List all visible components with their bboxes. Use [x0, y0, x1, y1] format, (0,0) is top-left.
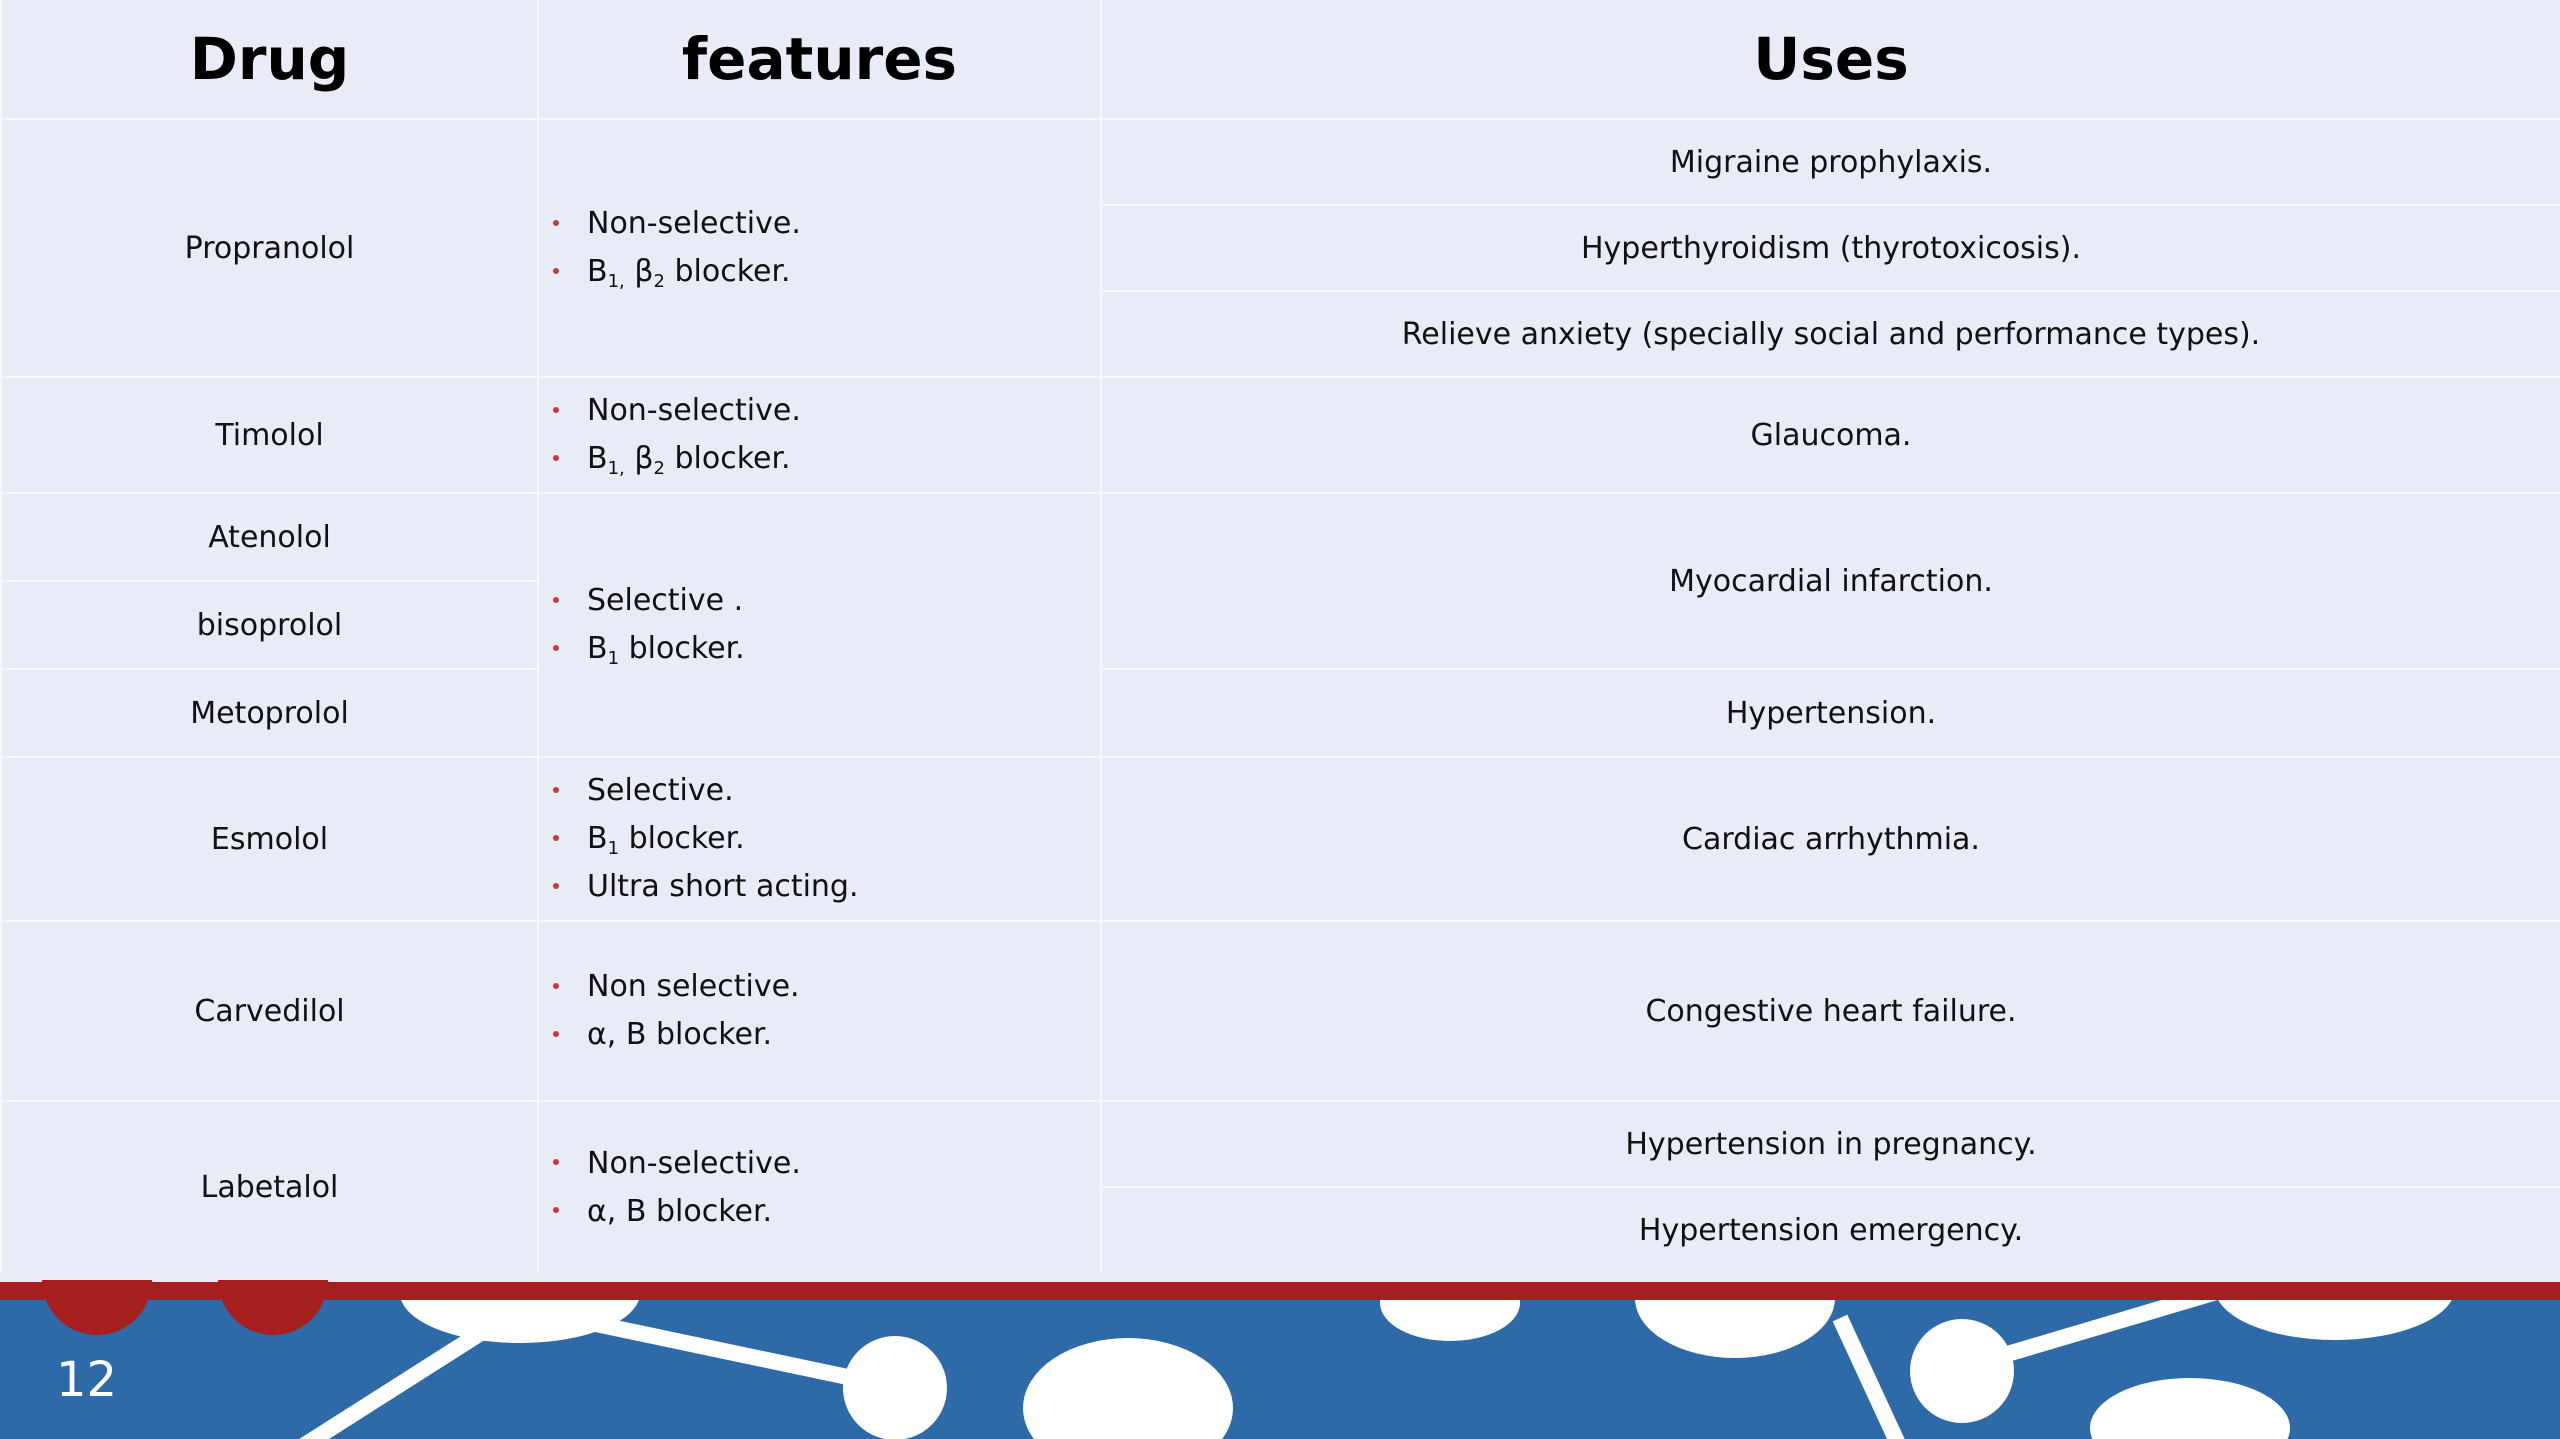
- bullet-icon: [553, 787, 559, 793]
- bullet-icon: [553, 883, 559, 889]
- table-row: [1, 757, 2560, 921]
- feature-item: Non-selective.: [553, 1140, 1100, 1188]
- header-drug: Drug: [1, 0, 538, 119]
- bullet-icon: [553, 220, 559, 226]
- bullet-icon: [553, 645, 559, 651]
- use-carvedilol: Congestive heart failure.: [1101, 921, 2560, 1101]
- drug-propranolol: Propranolol: [1, 119, 538, 377]
- bullet-icon: [553, 1207, 559, 1213]
- drug-esmolol: Esmolol: [1, 757, 538, 921]
- drug-bisoprolol: bisoprolol: [1, 581, 538, 669]
- header-uses: Uses: [1101, 0, 2560, 119]
- feature-item: Selective.: [553, 767, 1100, 815]
- use-propranolol-2: Hyperthyroidism (thyrotoxicosis).: [1101, 205, 2560, 291]
- use-timolol: Glaucoma.: [1101, 377, 2560, 493]
- molecule-decoration: [0, 1298, 2560, 1439]
- use-propranolol-3: Relieve anxiety (specially social and performance types).: [1101, 291, 2560, 377]
- table-row: [1, 119, 2560, 205]
- feature-item: $B_1$ blocker.: [553, 815, 1100, 863]
- feature-item: Ultra short acting.: [553, 863, 1100, 911]
- drug-timolol: Timolol: [1, 377, 538, 493]
- features-carvedilol: [538, 921, 1101, 1101]
- features-labetalol: [538, 1101, 1101, 1273]
- bullet-icon: [553, 455, 559, 461]
- feature-item: α, B blocker.: [553, 1188, 1100, 1236]
- table-row: [1, 377, 2560, 493]
- bullet-icon: [553, 407, 559, 413]
- bullet-icon: [553, 268, 559, 274]
- use-hypertension: Hypertension.: [1101, 669, 2560, 757]
- header-features: features: [538, 0, 1101, 119]
- feature-item: Non-selective.: [553, 200, 1100, 248]
- use-labetalol-1: Hypertension in pregnancy.: [1101, 1101, 2560, 1187]
- bullet-icon: [553, 1159, 559, 1165]
- header-row: [1, 0, 2560, 119]
- table-row: [1, 669, 2560, 757]
- use-labetalol-2: Hypertension emergency.: [1101, 1187, 2560, 1273]
- bullet-icon: [553, 597, 559, 603]
- feature-item: Non-selective.: [553, 387, 1100, 435]
- footer-red-line: [0, 1282, 2560, 1300]
- drug-atenolol: Atenolol: [1, 493, 538, 581]
- feature-item: $B_{1,}$ $\beta_2$ blocker.: [553, 435, 1100, 483]
- features-esmolol: [538, 757, 1101, 921]
- features-selective-group: [538, 493, 1101, 757]
- drug-labetalol: Labetalol: [1, 1101, 538, 1273]
- feature-item: $B_1$ blocker.: [553, 625, 1100, 673]
- table-row: [1, 921, 2560, 1101]
- drug-carvedilol: Carvedilol: [1, 921, 538, 1101]
- drug-metoprolol: Metoprolol: [1, 669, 538, 757]
- features-propranolol: [538, 119, 1101, 377]
- feature-item: Non selective.: [553, 963, 1100, 1011]
- use-propranolol-1: Migraine prophylaxis.: [1101, 119, 2560, 205]
- use-myocardial-infarction: Myocardial infarction.: [1101, 493, 2560, 669]
- feature-item: $B_{1,}$ $\beta_2$ blocker.: [553, 248, 1100, 296]
- bullet-icon: [553, 983, 559, 989]
- table-row: [1, 493, 2560, 581]
- feature-item: Selective .: [553, 577, 1100, 625]
- features-timolol: [538, 377, 1101, 493]
- bullet-icon: [553, 1031, 559, 1037]
- use-esmolol: Cardiac arrhythmia.: [1101, 757, 2560, 921]
- feature-item: α, B blocker.: [553, 1011, 1100, 1059]
- page-number: 12: [56, 1352, 118, 1408]
- bullet-icon: [553, 835, 559, 841]
- slide-footer: [0, 1280, 2560, 1439]
- table-row: [1, 1101, 2560, 1187]
